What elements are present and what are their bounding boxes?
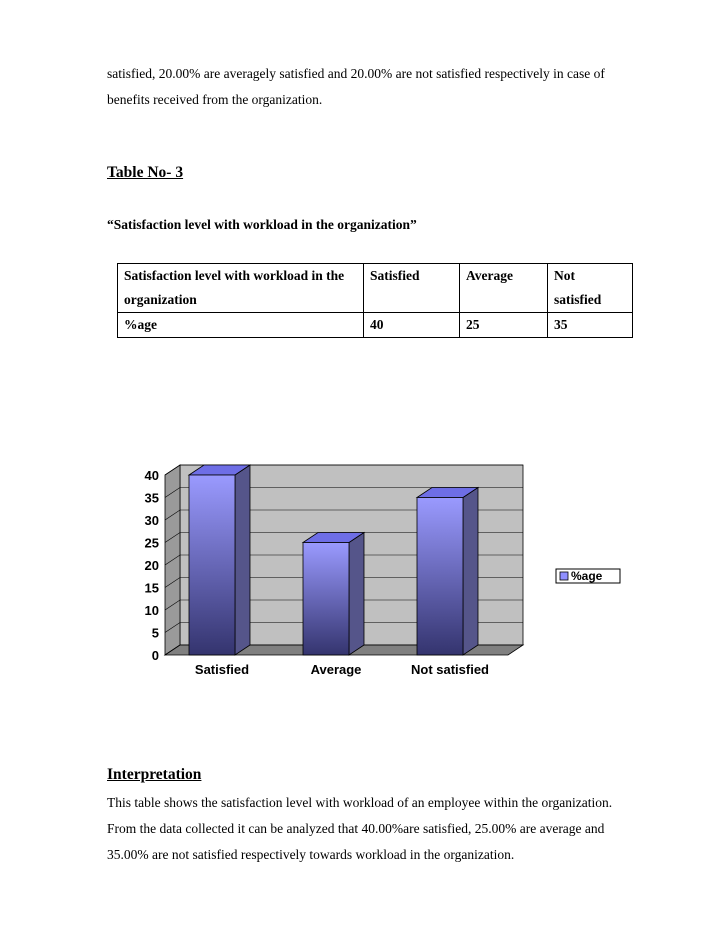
y-tick-label: 15 [144,580,159,596]
bar-side [349,533,364,656]
interpretation-heading: Interpretation [107,766,202,783]
chart-x-tick-labels [195,662,489,677]
header-not-satisfied-cell [548,264,633,313]
bar-average [303,533,364,656]
bar-side [235,465,250,655]
bar-front [417,498,463,656]
header-label-cell [118,264,364,313]
header-label-line-2: organization [124,292,197,307]
interpretation-line-3: 35.00% are not satisfied respectively towards workload in the organization. [107,847,515,862]
header-not-line-2: satisfied [554,292,602,307]
intro-line-2: benefits received from the organization. [107,92,323,107]
bar-side [463,488,478,656]
table-header-row [118,264,633,313]
x-tick-label: Satisfied [194,662,250,677]
chart-y-tick-labels [145,468,159,663]
y-tick-label: 35 [144,490,159,506]
row-not-satisfied-cell: 35 [548,313,633,338]
legend-swatch [560,572,568,580]
table-heading: Table No- 3 [107,164,184,181]
bar-front [303,543,349,656]
header-label-line-1: Satisfaction level with workload in the [124,268,345,283]
y-tick-label: 40 [144,468,159,483]
y-tick-label: 20 [144,558,159,573]
header-satisfied-cell: Satisfied [364,264,460,313]
intro-line-1: satisfied, 20.00% are averagely satisfied and 20.00% are not satisfied respectively in case of [107,66,605,81]
x-tick-label: Not satisfied [410,662,490,677]
y-tick-label: 5 [151,625,159,641]
x-tick-label: Average [310,662,362,677]
legend-label: %age [571,569,603,583]
interpretation-line-1: This table shows the satisfaction level with workload of an employee within the organization. [107,795,613,810]
satisfaction-table [117,263,633,338]
row-satisfied-cell: 40 [364,313,460,338]
satisfaction-bar-chart [130,458,630,688]
bar-front [189,475,235,655]
chart-legend [556,569,620,583]
table-caption: “Satisfaction level with workload in the organization” [107,217,417,232]
header-not-line-1: Not [554,268,575,283]
row-label-cell: %age [118,313,364,338]
bar-satisfied [189,465,250,655]
y-tick-label: 10 [144,603,159,618]
bar-not-satisfied [417,488,478,656]
row-average-cell: 25 [460,313,548,338]
y-tick-label: 25 [144,535,159,551]
table-row [118,313,633,338]
y-tick-label: 0 [151,648,159,663]
interpretation-line-2: From the data collected it can be analyzed that 40.00%are satisfied, 25.00% are average and [107,821,605,836]
y-tick-label: 30 [144,513,159,528]
header-average-cell: Average [460,264,548,313]
